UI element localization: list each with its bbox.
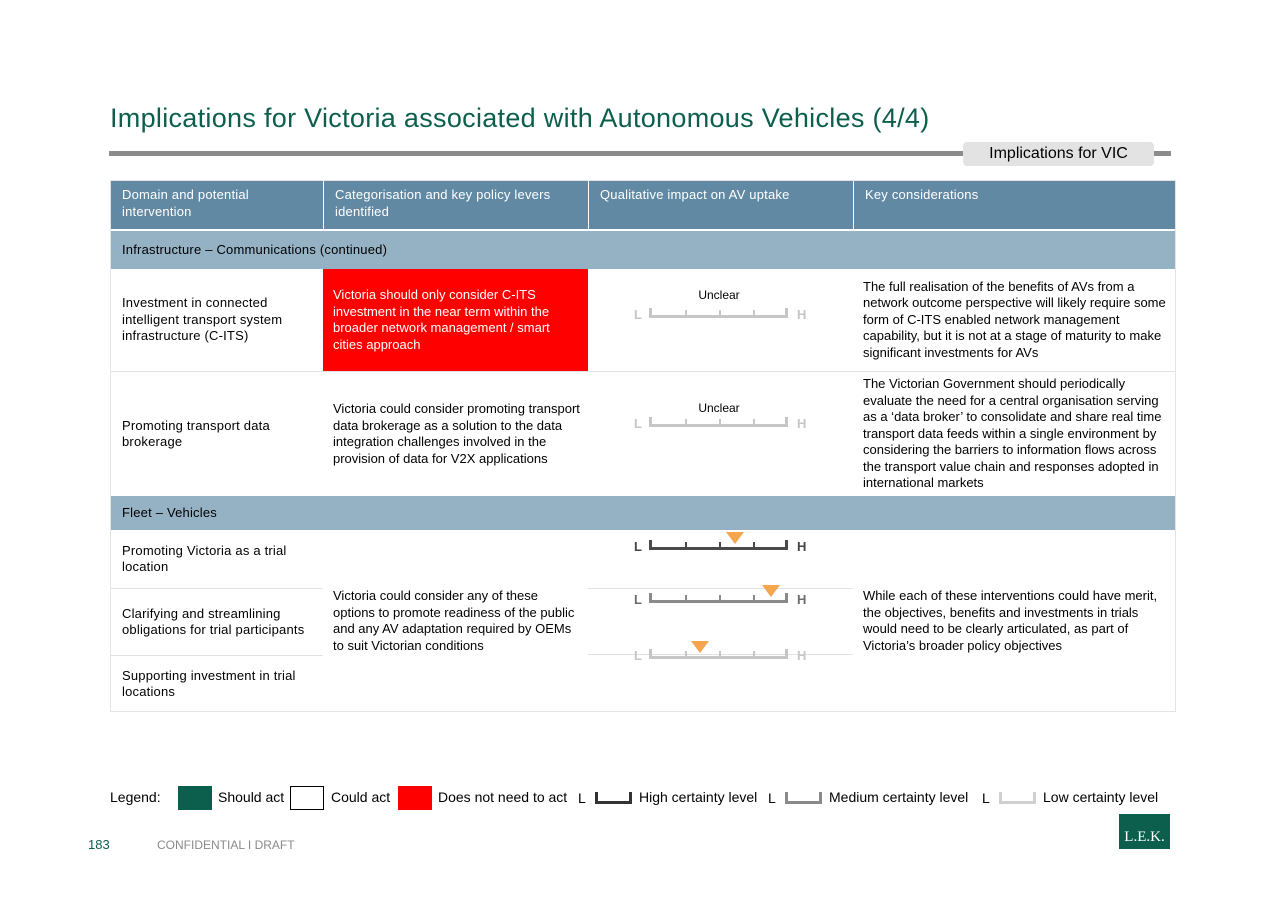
page-title: Implications for Victoria associated with Autonomous Vehicles (4/4) [110, 103, 930, 133]
row2-impact-label: Unclear [698, 401, 740, 415]
fleet-row1-domain: Promoting Victoria as a trial location [122, 542, 287, 574]
fleet-policy: Victoria could consider any of these options to promote readiness of the public and any AV adaptation required by OEMs to suit Victorian conditions [333, 588, 575, 653]
legend-label: Legend: [110, 789, 161, 805]
section-infrastructure: Infrastructure – Communications (continued) [111, 231, 1175, 269]
row1-domain: Investment in connected intelligent transport system infrastructure (C-ITS) [122, 295, 283, 344]
section-tag: Implications for VIC [963, 142, 1154, 166]
row2-considerations: The Victorian Government should periodically evaluate the need for a central organisation serving as a ‘data broker’ to consolidate and share real time transport data feeds within a single environment by considering the barriers to information flows across the transport value chain and responses adopted in international markets [863, 376, 1162, 491]
legend-does-not-need: Does not need to act [438, 789, 568, 805]
fleet-row2-domain: Clarifying and streamlining obligations for trial participants [122, 605, 305, 637]
row2-policy: Victoria could consider promoting transport data brokerage as a solution to the data integration challenges involved in the provision of data for V2X applications [333, 401, 580, 466]
legend-high: High certainty level [639, 789, 758, 805]
legend-does-not-need-swatch [398, 786, 432, 810]
implications-table: Domain and potential intervention Categorisation and key policy levers identified Qualitative impact on AV uptake Key considerations Infrastructure – Communications (continued) Investment in connected intelligent transport system infrastructure (C-ITS) Victoria should only consider C-ITS investment in the near term within the broader network management / smart cities approach Unclear L H The full realisation of the benefits of AVs from a network outcome perspective will likely require some form of C-ITS enabled network management capability, but it is not at a stage of maturity to make significant investments for AVs Promoting transport data brokerage Victoria could consider promoting transport data brokerage as a solution to the data integration challenges involved in the provision of data for V2X applications Unclear L H The Victorian Government should periodically evaluate the need for a central organisation serving as a ‘data broker’ to consolidate and share real time transport data feeds within a single environment by considering the barriers to information flows across the transport value chain and responses adopted in international markets Fleet – Vehicles Promoting Victoria as a trial location Clarifying and streamlining obligations for trial participants Supporting investment in trial locations Victoria could consider any of these options to promote readiness of the public and any AV adaptation required by OEMs to suit Victorian conditions L H L H L H While each of these interventions could have merit, the objectives, benefits and investments in trials would need to be clearly articulated, as part of Victoria’s broader policy objectives [110, 180, 1176, 712]
scale-bar [649, 649, 788, 659]
header-impact: Qualitative impact on AV uptake [588, 181, 853, 229]
row-divider [588, 588, 853, 589]
header-considerations: Key considerations [853, 181, 1175, 229]
legend-medium: Medium certainty level [829, 789, 969, 805]
lek-logo: L.E.K. [1119, 814, 1170, 849]
header-policy: Categorisation and key policy levers identified [323, 181, 588, 229]
row1-impact-label: Unclear [698, 288, 740, 302]
impact-marker [726, 532, 744, 544]
impact-marker [691, 641, 709, 653]
row2-domain: Promoting transport data brokerage [122, 417, 270, 449]
legend-should-act: Should act [218, 789, 285, 805]
legend-could-act: Could act [331, 789, 391, 805]
header-domain: Domain and potential intervention [111, 181, 323, 229]
legend-could-act-swatch [290, 786, 324, 810]
impact-marker [762, 585, 780, 597]
confidential-label: CONFIDENTIAL I DRAFT [157, 838, 295, 852]
row1-considerations: The full realisation of the benefits of AVs from a network outcome perspective will likely require some form of C-ITS enabled network management capability, but it is not at a stage of maturity to make significant investments for AVs [863, 278, 1166, 360]
row1-policy: Victoria should only consider C-ITS investment in the near term within the broader network management / smart cities approach [323, 269, 588, 371]
scale-bar [649, 540, 788, 550]
legend-should-act-swatch [178, 786, 212, 810]
section-fleet: Fleet – Vehicles [111, 496, 1175, 530]
fleet-row3-domain: Supporting investment in trial locations [122, 667, 296, 699]
legend-low: Low certainty level [1043, 789, 1159, 805]
fleet-considerations: While each of these interventions could have merit, the objectives, benefits and investments in trials would need to be clearly articulated, as part of Victoria’s broader policy objectives [863, 588, 1158, 653]
page-number: 183 [88, 837, 110, 852]
